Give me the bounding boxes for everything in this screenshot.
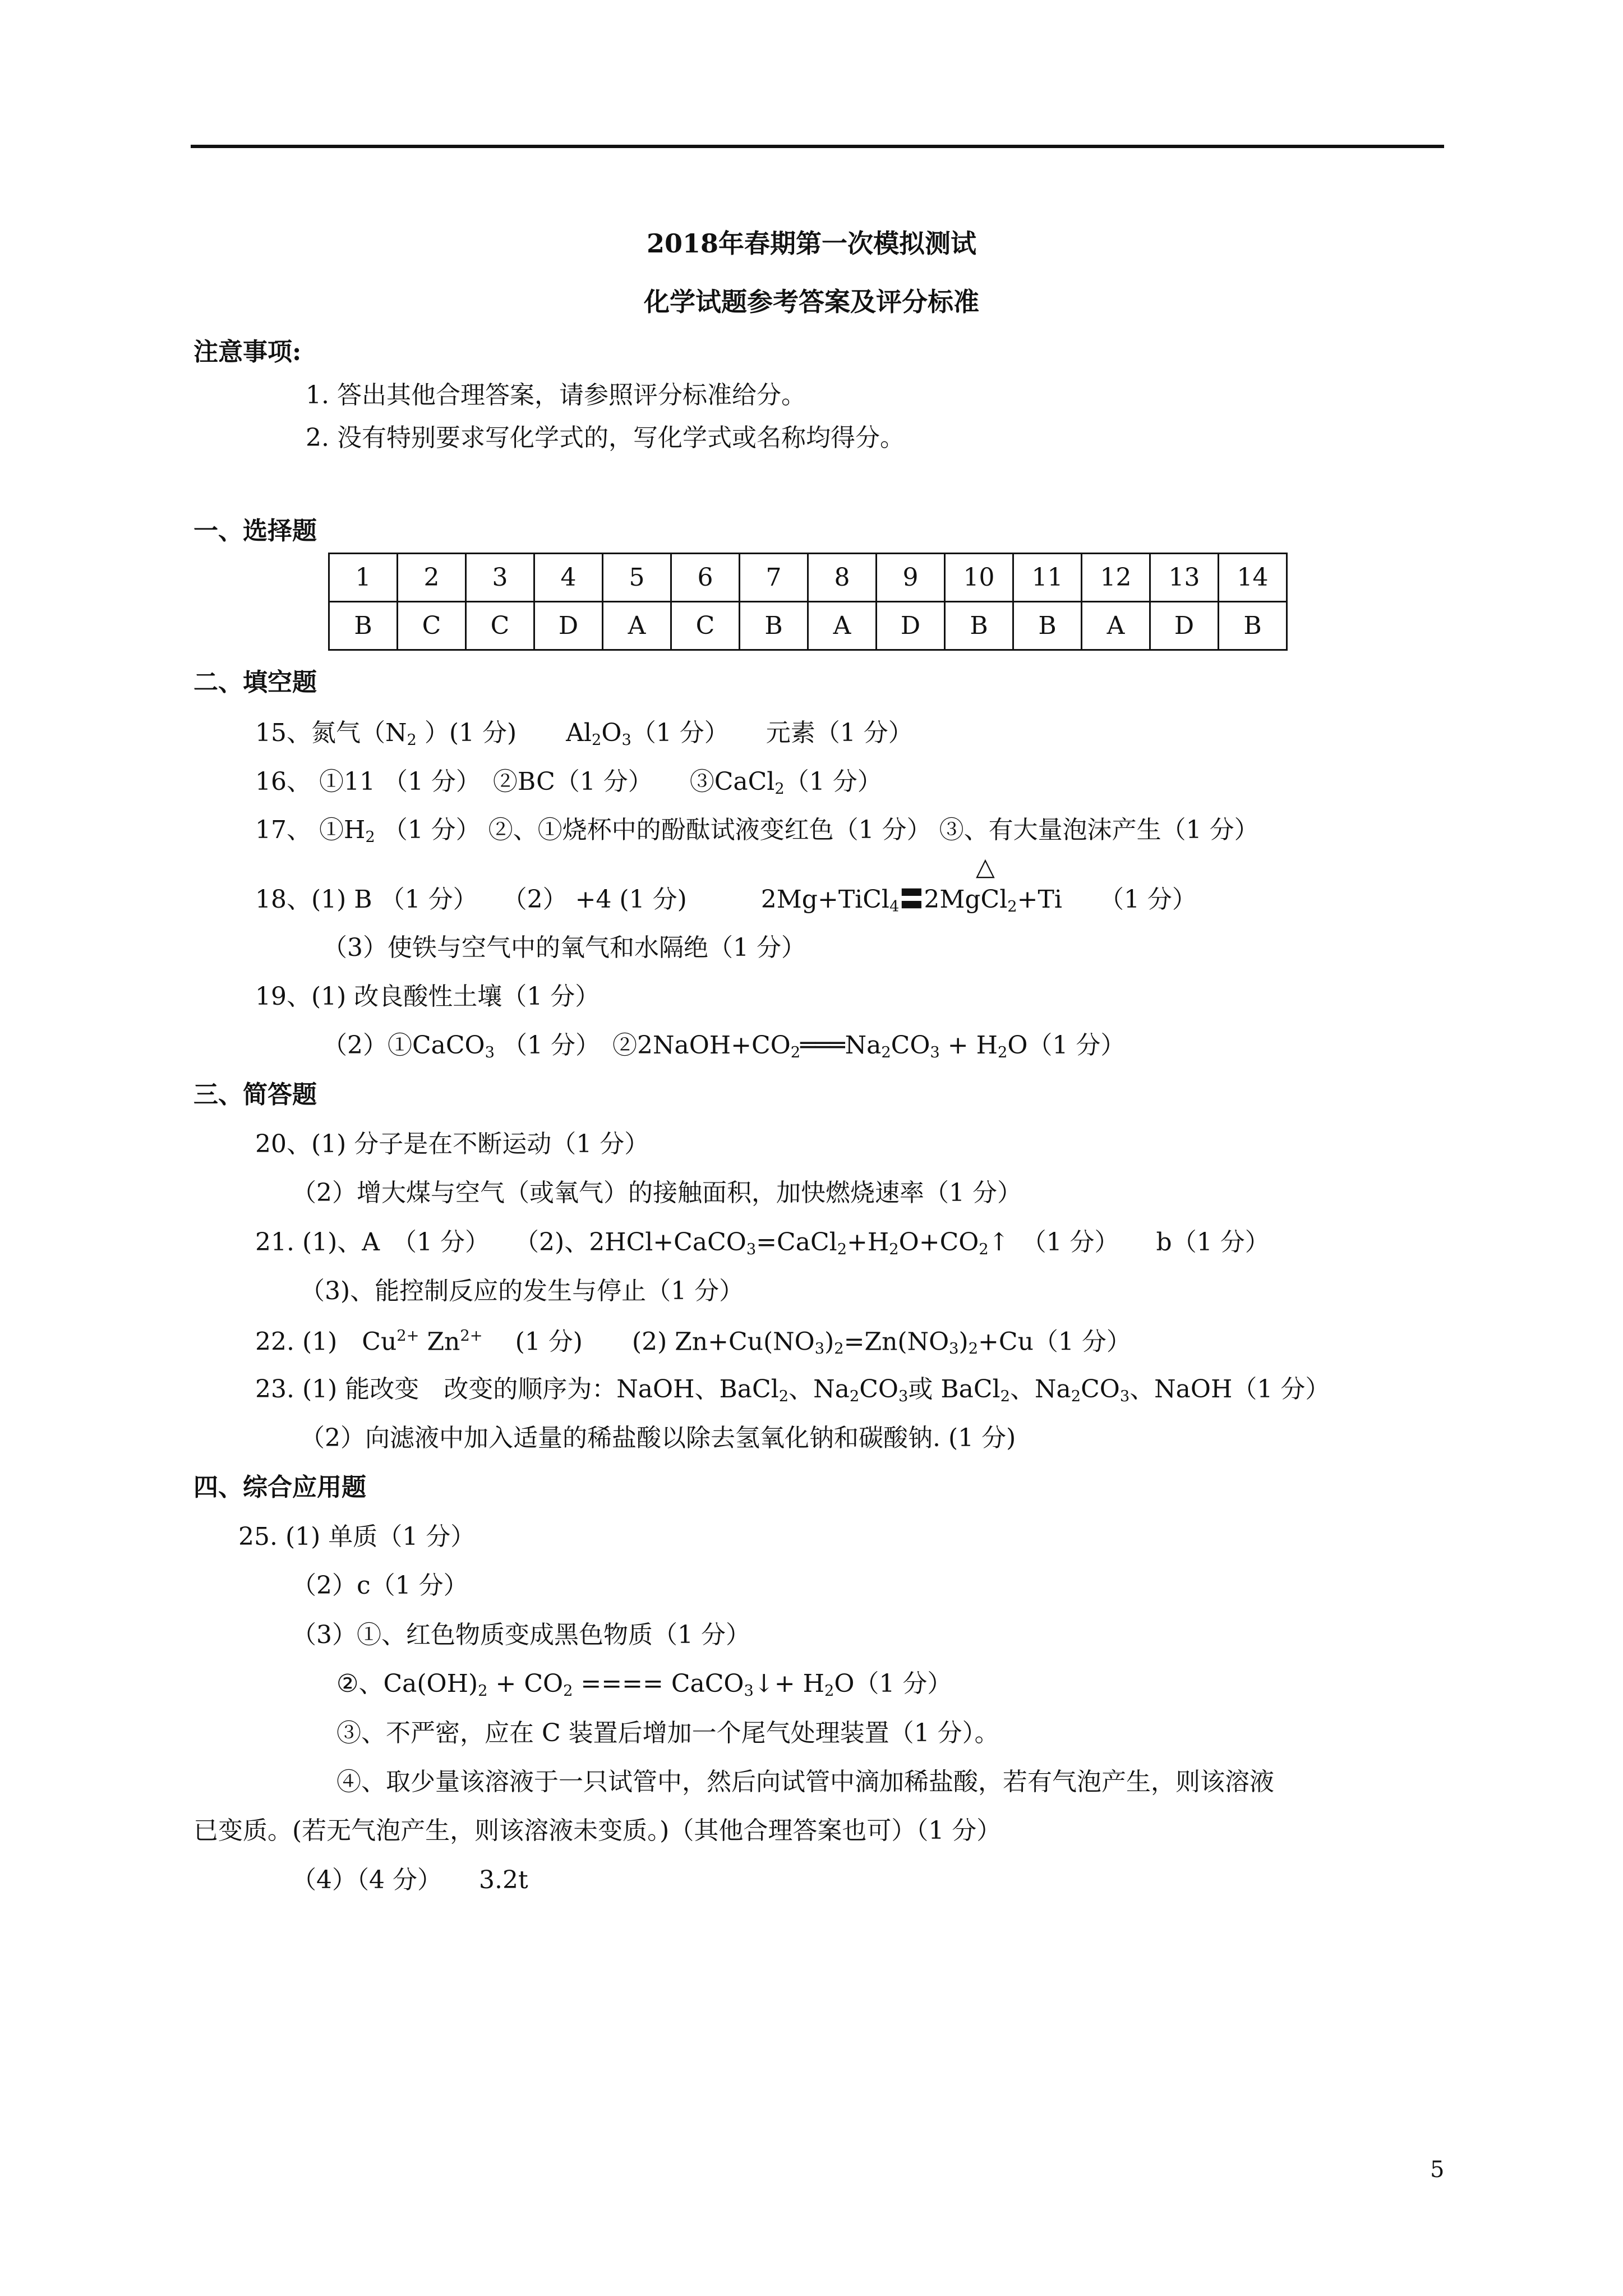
answer-line-20-2: （2）增大煤与空气（或氧气）的接触面积，加快燃烧速率（1 分） — [292, 1179, 1022, 1207]
question-number: 8 — [808, 554, 877, 602]
answer-line-25-2: （2）c（1 分） — [292, 1571, 468, 1600]
answer-line-17: 17、 $①H_2$ （1 分） ②、①烧杯中的酚酞试液变红色（1 分） ③、有大量泡沫产生（1 分） — [255, 816, 1259, 846]
question-number: 14 — [1219, 554, 1287, 602]
answer-cell: B — [740, 602, 808, 650]
question-number: 7 — [740, 554, 808, 602]
answer-cell: D — [877, 602, 945, 650]
answer-line-21-3: （3)、能控制反应的发生与停止（1 分） — [300, 1277, 744, 1305]
question-number: 4 — [534, 554, 603, 602]
top-rule — [191, 145, 1444, 148]
heating-delta-symbol: △ — [976, 853, 995, 881]
question-number: 13 — [1150, 554, 1219, 602]
answer-line-19-1: 19、(1) 改良酸性土壤（1 分） — [255, 982, 600, 1011]
question-number: 2 — [398, 554, 466, 602]
section-heading-short: 三、简答题 — [193, 1080, 317, 1109]
answer-line-21: 21. (1)、A （1 分） （2)、$2HCl+CaCO_3=CaCl_2+H_2O+CO_2↑$ （1 分） b（1 分） — [255, 1228, 1270, 1258]
question-number: 9 — [877, 554, 945, 602]
section-heading-comprehensive: 四、综合应用题 — [193, 1473, 366, 1502]
answer-cell: B — [329, 602, 398, 650]
answer-line-15: 15、氮气（$N_2$ ）(1 分) $Al_2O_3(1$ 分） 元素（1 分） — [255, 719, 913, 749]
answer-line-23: 23. (1) 能改变 改变的顺序为：NaOH、BaCl$_2$、$Na_2CO_3$或 BaCl$_2$、$Na_2CO_3$、NaOH（1 分） — [255, 1375, 1330, 1405]
section-heading-fill: 二、填空题 — [193, 668, 317, 697]
table-row-numbers — [329, 554, 1287, 602]
question-number: 3 — [466, 554, 534, 602]
answer-line-16: 16、 ①11 （1 分） ②BC（1 分） ③CaCl$_2$（1 分） — [255, 767, 882, 798]
note-item: 1. 答出其他合理答案，请参照评分标准给分。 — [306, 381, 806, 409]
answer-line-25-4: （4）（4 分） 3.2t — [292, 1866, 528, 1894]
question-number: 11 — [1013, 554, 1082, 602]
answer-cell: B — [945, 602, 1013, 650]
page-number: 5 — [1430, 2157, 1445, 2183]
question-number: 12 — [1082, 554, 1150, 602]
answer-cell: A — [1082, 602, 1150, 650]
answer-line-23-2: （2）向滤液中加入适量的稀盐酸以除去氢氧化钠和碳酸钠. (1 分) — [300, 1424, 1016, 1452]
answer-line-25-3d-cont: 已变质。(若无气泡产生，则该溶液未变质。)（其他合理答案也可）（1 分） — [193, 1816, 1002, 1845]
answer-line-22: 22. (1) $Cu^{2+}$ $Zn^{2+}$ (1 分) (2) $Zn+Cu(NO_3)_2=Zn(NO_3)_2+Cu(1$ 分） — [255, 1327, 1131, 1358]
answer-line-19-2: （2）①CaCO$_3$ （1 分） $②2NaOH+CO_2═══Na_2CO_3 + H_2O(1$ 分） — [322, 1031, 1126, 1061]
answer-line-20-1: 20、(1) 分子是在不断运动（1 分） — [255, 1130, 649, 1158]
section-heading-choice: 一、选择题 — [193, 517, 317, 545]
answer-line-18: 18、(1) B （1 分） （2） +4 (1 分) 2Mg+TiCl$_4$〓2MgCl$_2$+Ti （1 分） — [255, 885, 1197, 915]
answer-cell: D — [534, 602, 603, 650]
answer-line-25-1: 25. (1) 单质（1 分） — [238, 1522, 476, 1551]
answer-cell: A — [603, 602, 671, 650]
answer-cell: B — [1013, 602, 1082, 650]
answer-cell: D — [1150, 602, 1219, 650]
answer-cell: C — [671, 602, 740, 650]
answer-cell: C — [398, 602, 466, 650]
table-row-answers — [329, 602, 1287, 650]
answer-cell: A — [808, 602, 877, 650]
question-number: 6 — [671, 554, 740, 602]
answer-line-25-3d: ④、取少量该溶液于一只试管中，然后向试管中滴加稀盐酸，若有气泡产生，则该溶液 — [336, 1768, 1274, 1796]
answer-line-18-3: （3）使铁与空气中的氧气和水隔绝（1 分） — [322, 933, 806, 962]
exam-subtitle: 化学试题参考答案及评分标准 — [644, 287, 979, 317]
exam-title: 2018年春期第一次模拟测试 — [646, 228, 977, 259]
answer-line-25-3b: ②、$Ca(OH)_2 + CO_2$ ==== CaCO$_3$↓+ $H_2O(1$ 分） — [336, 1669, 952, 1700]
question-number: 1 — [329, 554, 398, 602]
note-item: 2. 没有特别要求写化学式的，写化学式或名称均得分。 — [306, 424, 905, 452]
notes-heading: 注意事项: — [193, 338, 302, 366]
choice-answer-table — [328, 553, 1288, 651]
answer-line-25-3: （3）①、红色物质变成黑色物质（1 分） — [292, 1621, 750, 1649]
question-number: 5 — [603, 554, 671, 602]
question-number: 10 — [945, 554, 1013, 602]
answer-line-25-3c: ③、不严密，应在 C 装置后增加一个尾气处理装置（1 分）。 — [336, 1719, 999, 1747]
answer-cell: B — [1219, 602, 1287, 650]
answer-cell: C — [466, 602, 534, 650]
